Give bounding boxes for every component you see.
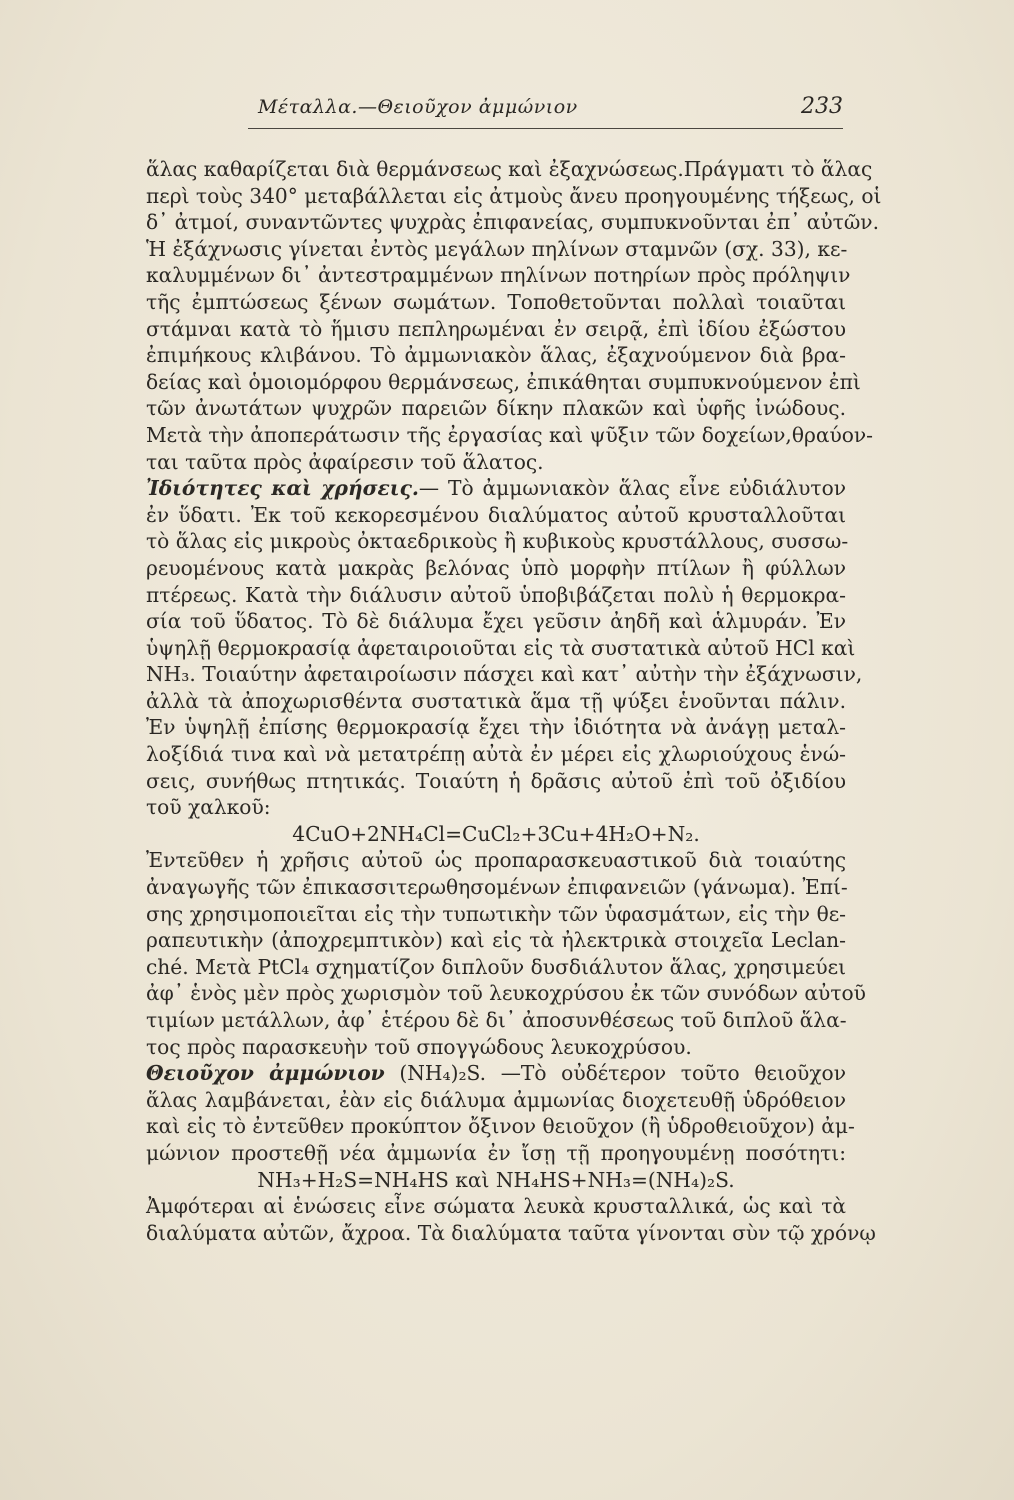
header-rule [248,128,843,129]
line-text: σία τοῦ ὕδατος. Τὸ δὲ διάλυμα ἔχει γεῦσιν ἀηδῆ καὶ ἁλμυράν. Ἐν [146,609,846,634]
text-line [146,874,846,901]
line-text: ὑψηλῇ θερμοκρασίᾳ ἀφεταιροιοῦται εἰς τὰ συστατικὰ αὐτοῦ HCl καὶ [146,635,856,660]
line-text: Ἡ ἐξάχνωσις γίνεται ἐντὸς μεγάλων πηλίνων σταμνῶν (σχ. 33), κε- [146,236,848,261]
line-text: ραπευτικὴν (ἀποχρεμπτικὸν) καὶ εἰς τὰ ἠλεκτρικὰ στοιχεῖα Leclan- [146,928,846,953]
line-text: περὶ τοὺς 340° μεταβάλλεται εἰς ἀτμοὺς ἄνευ προηγουμένης τήξεως, οἱ [146,183,882,208]
line-text: μώνιον προστεθῇ νέα ἀμμωνία ἐν ἴσῃ τῇ προηγουμένῃ ποσότητι: [146,1140,846,1165]
line-text: Ἀμφότεραι αἱ ἑνώσεις εἶνε σώματα λευκὰ κρυσταλλικά, ὡς καὶ τὰ [146,1194,846,1219]
text-line [146,183,882,210]
line-text: ἐν ὕδατι. Ἐκ τοῦ κεκορεσμένου διαλύματος αὐτοῦ κρυσταλλοῦται [146,502,846,527]
line-text: ρευομένους κατὰ μακρὰς βελόνας ὑπὸ μορφὴν πτίλων ἢ φύλλων [146,555,846,580]
line-text: ἅλας καθαρίζεται διὰ θερμάνσεως καὶ ἐξαχνώσεως.Πράγματι τὸ ἅλας [146,157,873,181]
page-number: 233 [801,94,843,119]
text-line [146,1087,846,1114]
text-line [146,847,846,874]
line-text: δείας καὶ ὁμοιομόρφου θερμάνσεως, ἐπικάθηται συμπυκνούμενον ἐπὶ [146,369,861,394]
line-text: NH₃+H₂S=NH₄HS καὶ NH₄HS+NH₃=(NH₄)₂S. [257,1167,735,1192]
text-line [146,422,873,449]
text-line [146,1034,846,1061]
running-head: Μέταλλα.—Θειοῦχον ἀμμώνιον [258,96,578,118]
line-text: τος πρὸς παρασκευὴν τοῦ σπογγώδους λευκοχρύσου. [146,1034,692,1059]
text-line [146,954,846,981]
text-line [146,582,846,609]
line-text: διαλύματα αὐτῶν, ἄχροα. Τὰ διαλύματα ταῦτα γίνονται σὺν τῷ χρόνῳ [146,1220,876,1245]
line-text: καλυμμένων δι᾽ ἀντεστραμμένων πηλίνων ποτηρίων πρὸς πρόληψιν [146,263,851,288]
line-text: σης χρησιμοποιεῖται εἰς τὴν τυπωτικὴν τῶν ὑφασμάτων, εἰς τὴν θε- [146,901,846,926]
line-text: ἀφ᾽ ἑνὸς μὲν πρὸς χωρισμὸν τοῦ λευκοχρύσου ἐκ τῶν συνόδων αὐτοῦ [146,981,866,1006]
line-text: ται ταῦτα πρὸς ἀφαίρεσιν τοῦ ἅλατος. [146,449,544,474]
text-line [146,635,856,662]
text-line [146,741,846,768]
text-line [146,1007,846,1034]
text-line [146,449,846,476]
text-line [146,236,846,263]
text-line [146,528,849,555]
line-text: τὸ ἅλας εἰς μικροὺς ὀκταεδρικοὺς ἢ κυβικοὺς κρυστάλλους, συσσω- [146,529,849,554]
text-line [146,608,846,635]
line-text: ἀλλὰ τὰ ἀποχωρισθέντα συστατικὰ ἅμα τῇ ψύξει ἑνοῦνται πάλιν. [146,688,846,713]
line-text: καὶ εἰς τὸ ἐντεῦθεν προκύπτον ὄξινον θειοῦχον (ἢ ὑδροθειοῦχον) ἀμ- [146,1114,855,1139]
line-text: (NH₄)₂S. —Τὸ οὐδέτερον τοῦτο θειοῦχον [384,1061,846,1086]
text-line [146,1193,846,1220]
text-line [146,1167,846,1194]
text-line [146,316,846,343]
text-line [146,688,846,715]
line-text: 4CuO+2NH₄Cl=CuCl₂+3Cu+4H₂O+N₂. [292,821,700,846]
section-heading: Θειοῦχον ἀμμώνιον [146,1061,385,1086]
line-text: ἀναγωγῆς τῶν ἐπικασσιτερωθησομένων ἐπιφανειῶν (γάνωμα). Ἐπί- [146,875,848,900]
line-text: τιμίων μετάλλων, ἀφ᾽ ἑτέρου δὲ δι᾽ ἀποσυνθέσεως τοῦ διπλοῦ ἅλα- [146,1008,847,1032]
line-text: σεις, συνήθως πτητικάς. Τοιαύτη ἡ δρᾶσις αὐτοῦ ἐπὶ τοῦ ὀξιδίου [146,768,846,793]
line-text: τῆς ἐμπτώσεως ξένων σωμάτων. Τοποθετοῦνται πολλαὶ τοιαῦται [146,289,846,314]
text-line [146,395,846,422]
text-line [146,555,846,582]
line-text: Μετὰ τὴν ἀποπεράτωσιν τῆς ἐργασίας καὶ ψῦξιν τῶν δοχείων,θραύον- [146,422,873,447]
text-line [146,209,879,236]
text-line [146,1060,846,1087]
text-line [146,980,866,1007]
section-heading: Ἰδιότητες καὶ χρήσεις. [146,476,419,501]
text-line [146,369,861,396]
text-line [146,927,846,954]
text-line [146,901,846,928]
line-text: τῶν ἀνωτάτων ψυχρῶν παρειῶν δίκην πλακῶν καὶ ὑφῆς ἰνώδους. [146,396,846,421]
page-header [248,92,843,128]
line-text: ἅλας λαμβάνεται, ἐὰν εἰς διάλυμα ἀμμωνίας διοχετευθῇ ὑδρόθειον [146,1087,846,1112]
text-line [146,714,846,741]
body-text [146,156,882,1246]
text-line [146,1113,855,1140]
text-line [146,1220,876,1247]
text-line [146,794,846,821]
text-line [146,342,846,369]
line-text: ἐπιμήκους κλιβάνου. Τὸ ἀμμωνιακὸν ἅλας, ἐξαχνούμενον διὰ βρα- [146,343,846,368]
line-text: — Τὸ ἀμμωνιακὸν ἅλας εἶνε εὐδιάλυτον [418,476,847,501]
text-line [146,262,851,289]
line-text: λοξίδιά τινα καὶ νὰ μετατρέπῃ αὐτὰ ἐν μέρει εἰς χλωριούχους ἑνώ- [146,742,846,767]
text-line [146,289,846,316]
text-line [146,475,846,502]
line-text: δ᾽ ἀτμοί, συναντῶντες ψυχρὰς ἐπιφανείας, συμπυκνοῦνται ἐπ᾽ αὐτῶν. [146,210,879,235]
line-text: Ἐν ὑψηλῇ ἐπίσης θερμοκρασίᾳ ἔχει τὴν ἰδιότητα νὰ ἀνάγῃ μεταλ- [146,715,846,740]
text-line [146,821,846,848]
line-text: ché. Μετὰ PtCl₄ σχηματίζον διπλοῦν δυσδιάλυτον ἅλας, χρησιμεύει [146,954,846,979]
line-text: τοῦ χαλκοῦ: [146,795,271,820]
text-line [146,661,863,688]
text-line [146,1140,846,1167]
line-text: NH₃. Τοιαύτην ἀφεταιροίωσιν πάσχει καὶ κατ᾽ αὐτὴν τὴν ἐξάχνωσιν, [146,662,863,687]
text-line [146,768,846,795]
line-text: πτέρεως. Κατὰ τὴν διάλυσιν αὐτοῦ ὑποβιβάζεται πολὺ ἡ θερμοκρα- [146,582,846,607]
text-line [146,156,873,183]
line-text: στάμναι κατὰ τὸ ἥμισυ πεπληρωμέναι ἐν σειρᾷ, ἐπὶ ἰδίου ἐξώστου [146,316,846,341]
line-text: Ἐντεῦθεν ἡ χρῆσις αὐτοῦ ὡς προπαρασκευαστικοῦ διὰ τοιαύτης [146,848,846,873]
text-line [146,502,846,529]
